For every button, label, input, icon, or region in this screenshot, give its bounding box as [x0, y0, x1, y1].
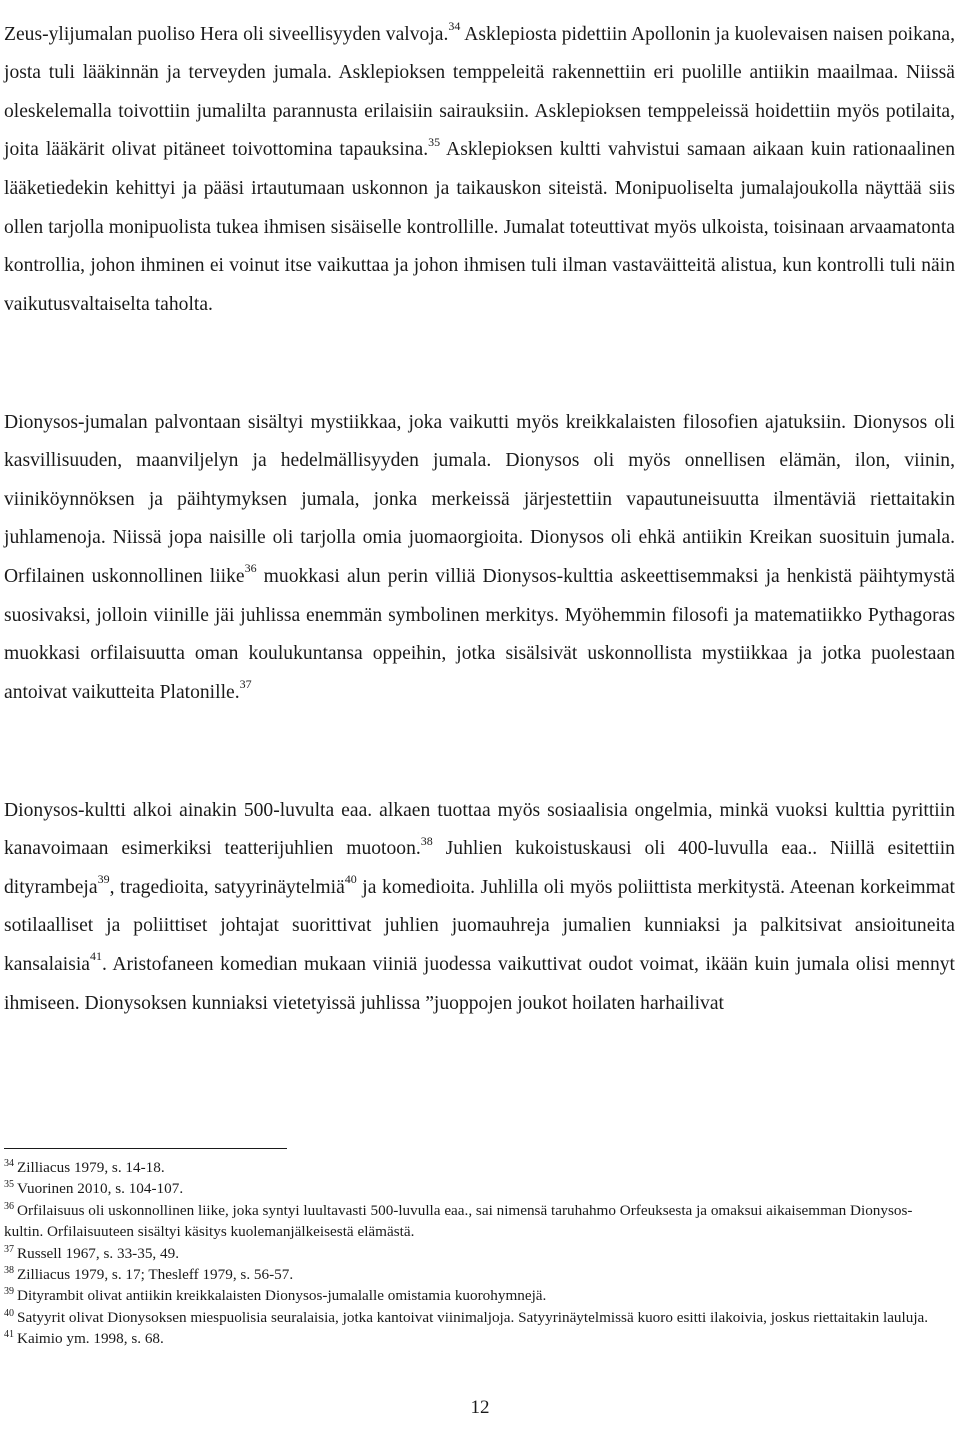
body-paragraph [4, 16, 955, 325]
footnote-reference: 35 [428, 134, 441, 149]
page-number: 12 [470, 1397, 490, 1418]
footnote-number: 34 [4, 1157, 14, 1169]
footnote [4, 1307, 944, 1328]
paragraph-text-run: Dionysos-jumalan palvontaan sisältyi mystiikkaa, joka vaikutti myös kreikkalaisten filosofien ajatuksiin. Dionysos oli kasvillisuuden, maanviljelyn ja hedelmällisyyden jumala. Dionysos oli myös onnellisen elämän, ilon, viinin, viiniköynnöksen ja päihtymyksen jumala, jonka merkeissä järjestettiin vapautuneisuutta ilmentäviä riettaitakin juhlamenoja. Niissä jopa naisille oli tarjolla omia juomaorgioita. Dionysos oli ehkä antiikin Kreikan suosituin jumala. Orfilainen uskonnollinen liike [4, 411, 955, 587]
footnote-text: Zilliacus 1979, s. 14-18. [17, 1159, 165, 1176]
footnotes-section [4, 1157, 944, 1350]
footnote [4, 1328, 944, 1349]
footnote [4, 1200, 944, 1243]
footnote-text: Russell 1967, s. 33-35, 49. [17, 1244, 180, 1262]
footnote-number: 35 [4, 1179, 14, 1191]
body-paragraph [4, 792, 955, 1024]
footnote-number: 39 [4, 1286, 14, 1298]
footnote-text: Zilliacus 1979, s. 17; Thesleff 1979, s. 56-57. [17, 1266, 294, 1284]
footnote-reference: 39 [97, 872, 110, 887]
footnote [4, 1285, 944, 1306]
footnote [4, 1178, 944, 1199]
footnote-reference: 41 [89, 949, 102, 964]
paragraph-text-run: muokkasi alun perin villiä Dionysos-kulttia askeettisemmaksi ja henkistä päihtymystä suosivaksi, jolloin viinille jäi juhlissa enemmän symbolinen merkitys. Myöhemmin filosofi ja matematiikko Pythagoras muokkasi orfilaisuutta oman koulukuntansa oppeihin, jotka sisälsivät uskonnollista mystiikkaa ja jotka puolestaan antoivat vaikutteita Platonille. [4, 565, 955, 703]
footnote-reference: 37 [239, 677, 252, 692]
footnote-text: Dityrambit olivat antiikin kreikkalaisten Dionysos-jumalalle omistamia kuorohymnejä. [17, 1287, 547, 1305]
footnote-number: 40 [4, 1307, 14, 1319]
body-paragraph [4, 404, 955, 713]
footnote [4, 1157, 944, 1178]
footnote [4, 1243, 944, 1264]
footnote-number: 37 [4, 1243, 14, 1255]
paragraph-text-run: , tragedioita, satyyrinäytelmiä [109, 876, 345, 898]
footnote-number: 36 [4, 1200, 14, 1212]
paragraph-text-run: ja komedioita. Juhlilla oli myös poliittista merkitystä. Ateenan korkeimmat sotilaalliset ja poliittiset johtajat suorittivat juhlien juomauhreja jumalien kunniaksi ja palkitsivat ansioituneita kansalaisia [4, 876, 955, 975]
footnote-text: Vuorinen 2010, s. 104-107. [17, 1180, 184, 1198]
footnote-text: Satyyrit olivat Dionysoksen miespuolisia seuralaisia, jotka kantoivat viinimaljoja. Satyyrinäytelmissä kuoro esitti ilakoivia, joskus riettaitakin lauluja. [17, 1308, 929, 1326]
footnote-reference: 36 [244, 561, 257, 576]
footnote-reference: 34 [448, 19, 461, 34]
footnote-text: Kaimio ym. 1998, s. 68. [17, 1330, 164, 1348]
paragraph-text-run: Asklepiosta pidettiin Apollonin ja kuolevaisen naisen poikana, josta tuli lääkinnän ja terveyden jumala. Asklepioksen temppeleitä rakennettiin eri puolille antiikin maailmaa. Niissä oleskelemalla toivottiin jumalilta parannusta erilaisiin sairauksiin. Asklepioksen temppeleissä hoidettiin myös potilaita, joita lääkärit olivat pitäneet toivottomina tapauksina. [4, 23, 956, 161]
paragraph-text-run: . Aristofaneen komedian mukaan viiniä juodessa vaikuttivat oudot voimat, ikään kuin jumala olisi mennyt ihmiseen. Dionysoksen kunniaksi vietetyissä juhlissa ”juoppojen joukot hoilaten harhailivat [4, 953, 955, 1014]
paragraph-text-run: Dionysos-kultti alkoi ainakin 500-luvulta eaa. alkaen tuottaa myös sosiaalisia ongelmia, minkä vuoksi kulttia pyrittiin kanavoimaan esimerkiksi teatterijuhlien muotoon. [4, 799, 955, 860]
footnote-text: Orfilaisuus oli uskonnollinen liike, joka syntyi luultavasti 500-luvulla eaa., sai nimensä taruhahmo Orfeuksesta ja omaksui aikaisemman Dionysos-kultin. Orfilaisuuteen sisältyi käsitys kuolemanjälkeisestä elämästä. [4, 1201, 913, 1241]
footnote-number: 41 [4, 1329, 14, 1341]
paragraph-text-run: Asklepioksen kultti vahvistui samaan aikaan kuin rationaalinen lääketiedekin kehittyi ja pääsi irtautumaan uskonnon ja taikauskon siteistä. Monipuoliselta jumalajoukolla näyttää siis ollen tarjolla monipuolista tukea ihmisen sisäiselle kontrollille. Jumalat toteuttivat myös ulkoista, toisinaan arvaamatonta kontrollia, johon ihminen ei voinut itse vaikuttaa ja johon ihmisen tuli ilman vastaväitteitä alistua, kun kontrolli tuli näin vaikutusvaltaiselta taholta. [4, 139, 955, 315]
footnote-reference: 40 [344, 872, 357, 887]
footnote-reference: 38 [420, 833, 433, 848]
footnote-separator [4, 1148, 287, 1149]
paragraph-text-run: Juhlien kukoistuskausi oli 400-luvulla eaa.. Niillä esitettiin dityrambeja [4, 838, 955, 898]
paragraph-text-run: Zeus-ylijumalan puoliso Hera oli siveellisyyden valvoja. [4, 23, 449, 45]
footnote-number: 38 [4, 1264, 14, 1276]
footnote [4, 1264, 944, 1285]
